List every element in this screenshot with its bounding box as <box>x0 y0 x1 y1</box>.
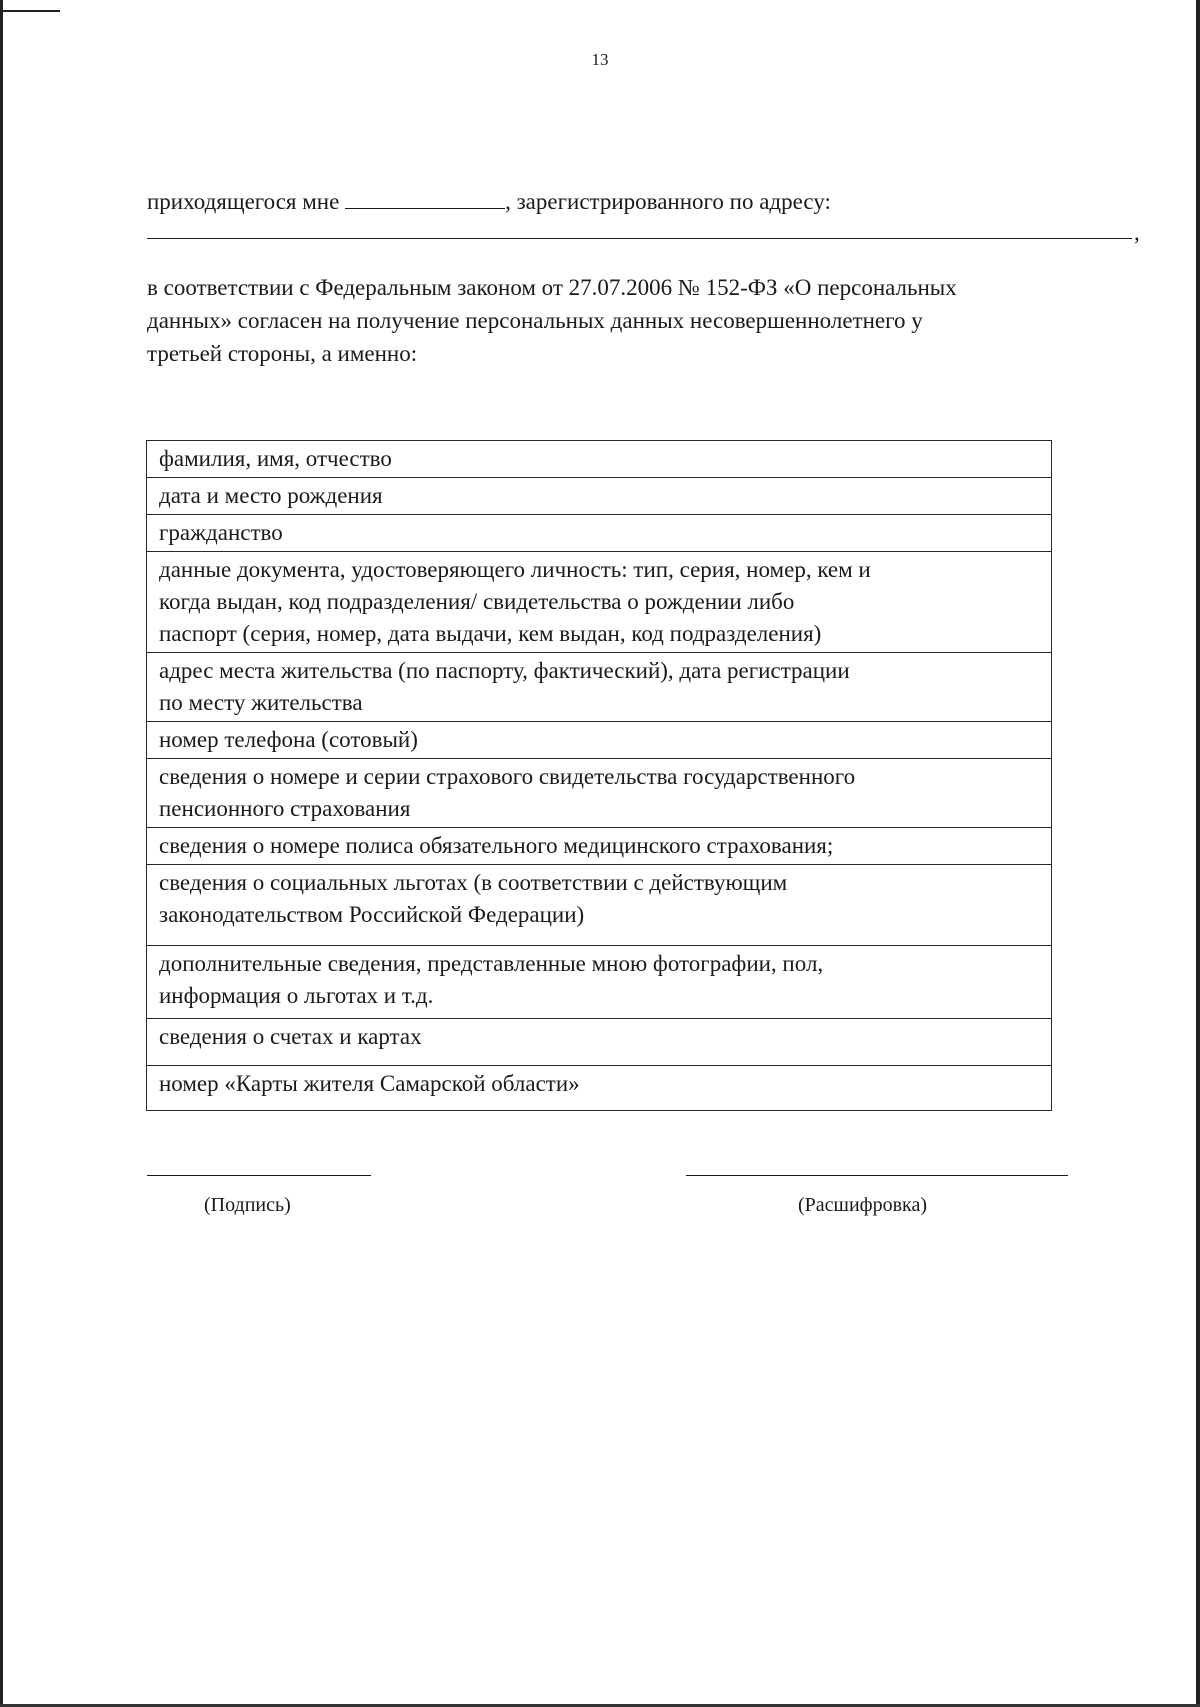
table-row <box>147 722 1052 759</box>
cell-line: по месту жительства <box>159 690 363 715</box>
table-cell <box>147 441 1052 478</box>
intro-line <box>147 188 831 215</box>
address-end-comma: , <box>1134 220 1140 245</box>
table-cell <box>147 1019 1052 1066</box>
relation-blank-field[interactable] <box>345 188 505 209</box>
cell-line: дополнительные сведения, представленные мною фотографии, пол, <box>159 951 824 976</box>
cell-line: законодательством Российской Федерации) <box>159 902 585 927</box>
table-cell <box>147 1066 1052 1111</box>
cell-line: информация о льготах и т.д. <box>159 983 434 1008</box>
cell-line: фамилия, имя, отчество <box>159 446 392 471</box>
page-number: 13 <box>591 50 609 69</box>
table-row <box>147 759 1052 828</box>
table-cell <box>147 515 1052 552</box>
cell-line: пенсионного страхования <box>159 796 411 821</box>
paragraph-line: данных» согласен на получение персональных данных несовершеннолетнего у <box>147 308 923 333</box>
table-row <box>147 946 1052 1019</box>
cell-line: паспорт (серия, номер, дата выдачи, кем выдан, код подразделения) <box>159 621 822 646</box>
consent-paragraph <box>147 271 1147 370</box>
table-row <box>147 828 1052 865</box>
table-row <box>147 552 1052 653</box>
table-row <box>147 515 1052 552</box>
intro-suffix: , зарегистрированного по адресу: <box>505 189 831 214</box>
scan-edge-left <box>0 0 3 1707</box>
table-cell <box>147 478 1052 515</box>
cell-line: сведения о номере и серии страхового свидетельства государственного <box>159 764 856 789</box>
cell-line: адрес места жительства (по паспорту, фактический), дата регистрации <box>159 658 850 683</box>
scan-edge-right <box>1196 0 1200 1707</box>
table-row <box>147 441 1052 478</box>
cell-line: номер телефона (сотовый) <box>159 727 418 752</box>
scan-corner-mark <box>0 10 60 12</box>
intro-prefix: приходящегося мне <box>147 189 340 214</box>
table-row <box>147 653 1052 722</box>
table-cell <box>147 946 1052 1019</box>
cell-line: данные документа, удостоверяющего личность: тип, серия, номер, кем и <box>159 557 871 582</box>
cell-line: гражданство <box>159 520 283 545</box>
paragraph-line: в соответствии с Федеральным законом от 27.07.2006 № 152-ФЗ «О персональных <box>147 275 957 300</box>
cell-line: дата и место рождения <box>159 483 383 508</box>
cell-line: сведения о счетах и картах <box>159 1024 422 1049</box>
name-decoding-field[interactable] <box>686 1175 1068 1176</box>
cell-line: сведения о социальных льготах (в соответствии с действующим <box>159 870 788 895</box>
table-cell <box>147 865 1052 946</box>
cell-line: номер «Карты жителя Самарской области» <box>159 1071 580 1096</box>
table-cell <box>147 653 1052 722</box>
decoding-caption: (Расшифровка) <box>798 1194 927 1216</box>
personal-data-table <box>146 440 1052 1111</box>
table-cell <box>147 759 1052 828</box>
table-cell <box>147 552 1052 653</box>
table-row <box>147 1019 1052 1066</box>
table-cell <box>147 828 1052 865</box>
address-blank-field[interactable] <box>147 238 1132 239</box>
paragraph-line: третьей стороны, а именно: <box>147 341 418 366</box>
signature-field[interactable] <box>147 1175 371 1176</box>
table-row <box>147 1066 1052 1111</box>
cell-line: когда выдан, код подразделения/ свидетельства о рождении либо <box>159 589 795 614</box>
table-row <box>147 478 1052 515</box>
table-cell <box>147 722 1052 759</box>
signature-caption: (Подпись) <box>204 1194 291 1216</box>
table-row <box>147 865 1052 946</box>
cell-line: сведения о номере полиса обязательного медицинского страхования; <box>159 833 834 858</box>
